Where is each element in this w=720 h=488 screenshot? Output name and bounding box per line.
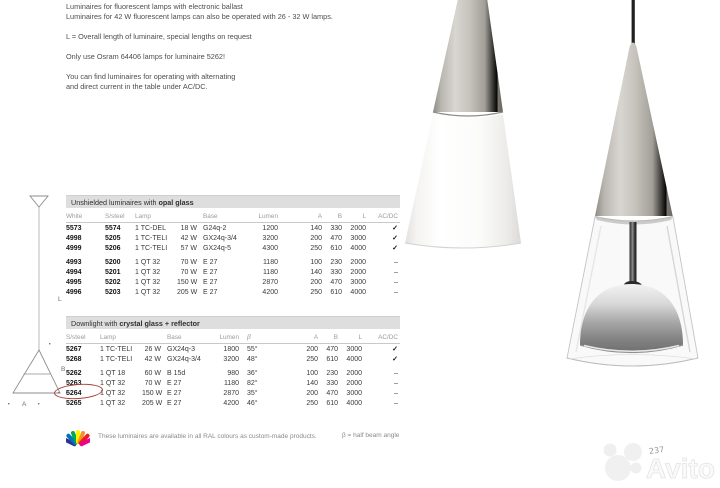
- downlight-table-block: [66, 316, 400, 408]
- table-row: [66, 378, 400, 388]
- cell: –: [394, 258, 398, 266]
- cell: 4000: [346, 399, 362, 407]
- crystal-glass-pendant: [567, 0, 698, 366]
- cell: G24q-2: [203, 224, 227, 232]
- dim-label-b: B: [61, 366, 66, 373]
- cell: 200: [310, 278, 322, 286]
- cell: 610: [330, 288, 342, 296]
- table1-title-regular: Unshielded luminaires with: [71, 198, 159, 207]
- cell: 4993: [66, 258, 82, 266]
- cell: 2000: [350, 224, 366, 232]
- tick-mark: [49, 343, 50, 344]
- table-row: [66, 344, 400, 355]
- cell: –: [394, 379, 398, 387]
- cell: 140: [306, 379, 318, 387]
- cell: 5262: [66, 369, 82, 377]
- cell: 5206: [105, 244, 121, 252]
- cell: 1 TC-TELI: [135, 244, 168, 252]
- cell: –: [394, 288, 398, 296]
- tick-mark: [38, 403, 39, 404]
- metal-glass-seam: [433, 112, 503, 116]
- table-row: [66, 398, 400, 408]
- intro-line: Luminaires for 42 W fluorescent lamps can also be operated with 26 - 32 W lamps.: [66, 12, 333, 21]
- downlight-table: [66, 330, 400, 408]
- table-row: [66, 354, 400, 364]
- cell: 1 QT 32: [100, 379, 126, 387]
- cell: E 27: [167, 389, 182, 397]
- intro-line: You can find luminaires for operating with alternating: [66, 72, 236, 81]
- cell: 3000: [350, 234, 366, 242]
- cell: 2000: [346, 369, 362, 377]
- cell: 2870: [223, 389, 239, 397]
- cell: GX24q-3/4: [203, 234, 237, 242]
- cell: 470: [330, 234, 342, 242]
- metal-cone: [595, 43, 673, 217]
- cell: –: [394, 369, 398, 377]
- table2-title-bold: crystal glass + reflector: [119, 319, 200, 328]
- cell: 200: [306, 345, 318, 353]
- col-header: S/steel: [66, 330, 100, 344]
- cell: ✓: [392, 356, 398, 363]
- cell: 2000: [350, 258, 366, 266]
- col-header: Lumen: [251, 209, 286, 223]
- cell: 5268: [66, 355, 82, 363]
- cell: 4994: [66, 268, 82, 276]
- cell: 1180: [262, 268, 278, 276]
- cell: 35°: [247, 389, 258, 397]
- cell: –: [394, 268, 398, 276]
- intro-paragraph: [66, 2, 426, 22]
- unshielded-table-block: [66, 195, 400, 297]
- cell: 5574: [105, 224, 121, 232]
- cell: 1800: [223, 345, 239, 353]
- cell: –: [394, 278, 398, 286]
- cell: 26 W: [144, 345, 161, 353]
- cell: 55°: [247, 345, 258, 353]
- cell: E 27: [203, 258, 218, 266]
- cell: 1200: [262, 224, 278, 232]
- cell: 250: [310, 288, 322, 296]
- cell: 5263: [66, 379, 82, 387]
- cell: 5203: [105, 288, 121, 296]
- table-row: [66, 243, 400, 253]
- dim-label-a: A: [22, 401, 27, 408]
- cell: 140: [310, 224, 322, 232]
- cell: 205 W: [142, 399, 163, 407]
- cell: 4000: [346, 355, 362, 363]
- cell: 205 W: [177, 288, 198, 296]
- cell: 1 TC-DEL: [135, 224, 166, 232]
- cell: 470: [330, 278, 342, 286]
- cell: 980: [227, 369, 239, 377]
- cell: E 27: [203, 288, 218, 296]
- cell: 470: [326, 389, 338, 397]
- table1-title-bold: opal glass: [158, 198, 194, 207]
- cell: 150 W: [177, 278, 198, 286]
- col-header: AC/DC: [362, 330, 400, 344]
- cell: 42 W: [180, 234, 197, 242]
- cell: 3200: [262, 234, 278, 242]
- ral-colour-fan-icon: [66, 427, 90, 448]
- cell: 4200: [262, 288, 278, 296]
- cell: 1180: [262, 258, 278, 266]
- cell: 200: [306, 389, 318, 397]
- logo-circle: [631, 463, 642, 474]
- cell: 150 W: [142, 389, 163, 397]
- cell: 48°: [247, 355, 258, 363]
- intro-line: L = Overall length of luminaire, special lengths on request: [66, 32, 252, 41]
- table-row: [66, 388, 400, 398]
- cell: 230: [330, 258, 342, 266]
- cell: 4999: [66, 244, 82, 252]
- cell: 1 TC-TELI: [100, 345, 133, 353]
- cell: 100: [306, 369, 318, 377]
- cell: GX24q-5: [203, 244, 232, 252]
- table2-title-regular: Downlight with: [71, 319, 120, 328]
- ral-note: These luminaires are available in all RAL colours as custom-made products.: [98, 433, 317, 440]
- cell: 250: [306, 355, 318, 363]
- col-header: L: [342, 209, 366, 223]
- cell: 1180: [223, 379, 239, 387]
- col-header: Base: [167, 330, 215, 344]
- cell: ✓: [392, 346, 398, 353]
- cell: ✓: [392, 225, 398, 232]
- table-row: [66, 287, 400, 297]
- table-row: [66, 277, 400, 287]
- cell: 610: [326, 355, 338, 363]
- cell: 3000: [350, 278, 366, 286]
- cell: GX24q-3/4: [167, 355, 201, 363]
- cell: 3000: [346, 345, 362, 353]
- cell: 5202: [105, 278, 121, 286]
- cell: 2870: [262, 278, 278, 286]
- cell: 1 QT 32: [100, 399, 126, 407]
- cell: 610: [330, 244, 342, 252]
- cell: 250: [306, 399, 318, 407]
- cell: 1 QT 32: [135, 278, 161, 286]
- col-header: Lamp: [135, 209, 177, 223]
- cell: 4000: [350, 244, 366, 252]
- table-row: [66, 267, 400, 277]
- table-row: [66, 257, 400, 267]
- col-header: S/steel: [105, 209, 135, 223]
- cell: 5573: [66, 224, 82, 232]
- watermark-text: Avito: [646, 453, 715, 484]
- cell: 470: [326, 345, 338, 353]
- intro-text: [66, 2, 426, 102]
- cell: 3200: [223, 355, 239, 363]
- cell: 1 QT 18: [100, 369, 126, 377]
- page-number: 237: [648, 444, 665, 457]
- col-header: L: [338, 330, 362, 344]
- cell: 4996: [66, 288, 82, 296]
- cell: 4000: [350, 288, 366, 296]
- cell: 60 W: [144, 369, 161, 377]
- cell: 4300: [262, 244, 278, 252]
- footnote: [66, 427, 317, 448]
- intro-line: Luminaires for fluorescent lamps with electronic ballast: [66, 2, 243, 11]
- cell: 82°: [247, 379, 258, 387]
- cell: 330: [326, 379, 338, 387]
- cell: E 27: [203, 268, 218, 276]
- col-header: B: [322, 209, 342, 223]
- cell: 5201: [105, 268, 121, 276]
- logo-circle: [624, 443, 642, 461]
- col-header: [142, 330, 167, 344]
- cell: 1 QT 32: [100, 389, 126, 397]
- cell: 46°: [247, 399, 258, 407]
- cell: E 27: [167, 399, 182, 407]
- metal-cone: [433, 0, 503, 112]
- cell: –: [394, 389, 398, 397]
- reflector-stem: [630, 222, 637, 286]
- cell: 330: [330, 224, 342, 232]
- cell: 18 W: [180, 224, 197, 232]
- intro-paragraph: [66, 32, 426, 42]
- cell: 1 QT 32: [135, 268, 161, 276]
- cell: 100: [310, 258, 322, 266]
- intro-paragraph: [66, 72, 426, 92]
- cell: 250: [310, 244, 322, 252]
- intro-line: Only use Osram 64406 lamps for luminaire 5262!: [66, 52, 225, 61]
- logo-circle: [604, 444, 617, 457]
- table-row: [66, 368, 400, 378]
- cell: –: [394, 399, 398, 407]
- cell: 4995: [66, 278, 82, 286]
- cell: 200: [310, 234, 322, 242]
- col-header: β: [247, 330, 282, 344]
- cell: ✓: [392, 235, 398, 242]
- cell: 1 QT 32: [135, 288, 161, 296]
- cell: 5200: [105, 258, 121, 266]
- cell: 4998: [66, 234, 82, 242]
- cell: 1 TC-TELI: [100, 355, 133, 363]
- cell: 140: [310, 268, 322, 276]
- dim-label-l: L: [58, 296, 62, 303]
- cell: 2000: [350, 268, 366, 276]
- tick-mark: [8, 403, 9, 404]
- col-header: Lumen: [215, 330, 247, 344]
- table1-title: [66, 195, 400, 208]
- cell: 70 W: [180, 268, 197, 276]
- col-header: AC/DC: [366, 209, 400, 223]
- cell: 610: [326, 399, 338, 407]
- cell: 1 QT 32: [135, 258, 161, 266]
- cell: 2000: [346, 379, 362, 387]
- cell: 330: [330, 268, 342, 276]
- beta-note: β = half beam angle: [342, 432, 400, 439]
- table-row: [66, 223, 400, 234]
- intro-paragraph: [66, 52, 426, 62]
- cell: E 27: [167, 379, 182, 387]
- cell: 57 W: [180, 244, 197, 252]
- cell: E 27: [203, 278, 218, 286]
- cell: 5205: [105, 234, 121, 242]
- cell: 230: [326, 369, 338, 377]
- col-header: White: [66, 209, 105, 223]
- table2-header-row: [66, 330, 400, 344]
- logo-circle: [605, 455, 631, 481]
- cone-outline: [13, 350, 60, 393]
- col-header: A: [286, 209, 322, 223]
- unshielded-table: [66, 209, 400, 297]
- cell: 5264: [66, 389, 82, 397]
- cell: 42 W: [144, 355, 161, 363]
- cell: ✓: [392, 245, 398, 252]
- suspension-cable: [632, 0, 635, 45]
- cell: 5265: [66, 399, 82, 407]
- cell: 70 W: [144, 379, 161, 387]
- col-header: Lamp: [100, 330, 142, 344]
- cell: GX24q-3: [167, 345, 196, 353]
- cell: 3000: [346, 389, 362, 397]
- table2-title: [66, 316, 400, 329]
- product-photo: [400, 0, 720, 488]
- table-row: [66, 233, 400, 243]
- canopy-icon: [30, 196, 48, 207]
- col-header: [177, 209, 203, 223]
- col-header: B: [318, 330, 338, 344]
- col-header: A: [282, 330, 318, 344]
- cell: 36°: [247, 369, 258, 377]
- opal-glass-pendant: [405, 0, 521, 248]
- cell: 1 TC-TELI: [135, 234, 168, 242]
- intro-line: and direct current in the table under AC/DC.: [66, 82, 208, 91]
- cell: 70 W: [180, 258, 197, 266]
- cell: B 15d: [167, 369, 186, 377]
- cell: 5267: [66, 345, 82, 353]
- opal-glass-cone: [405, 114, 521, 248]
- table1-header-row: [66, 209, 400, 223]
- col-header: Base: [203, 209, 251, 223]
- cell: 4200: [223, 399, 239, 407]
